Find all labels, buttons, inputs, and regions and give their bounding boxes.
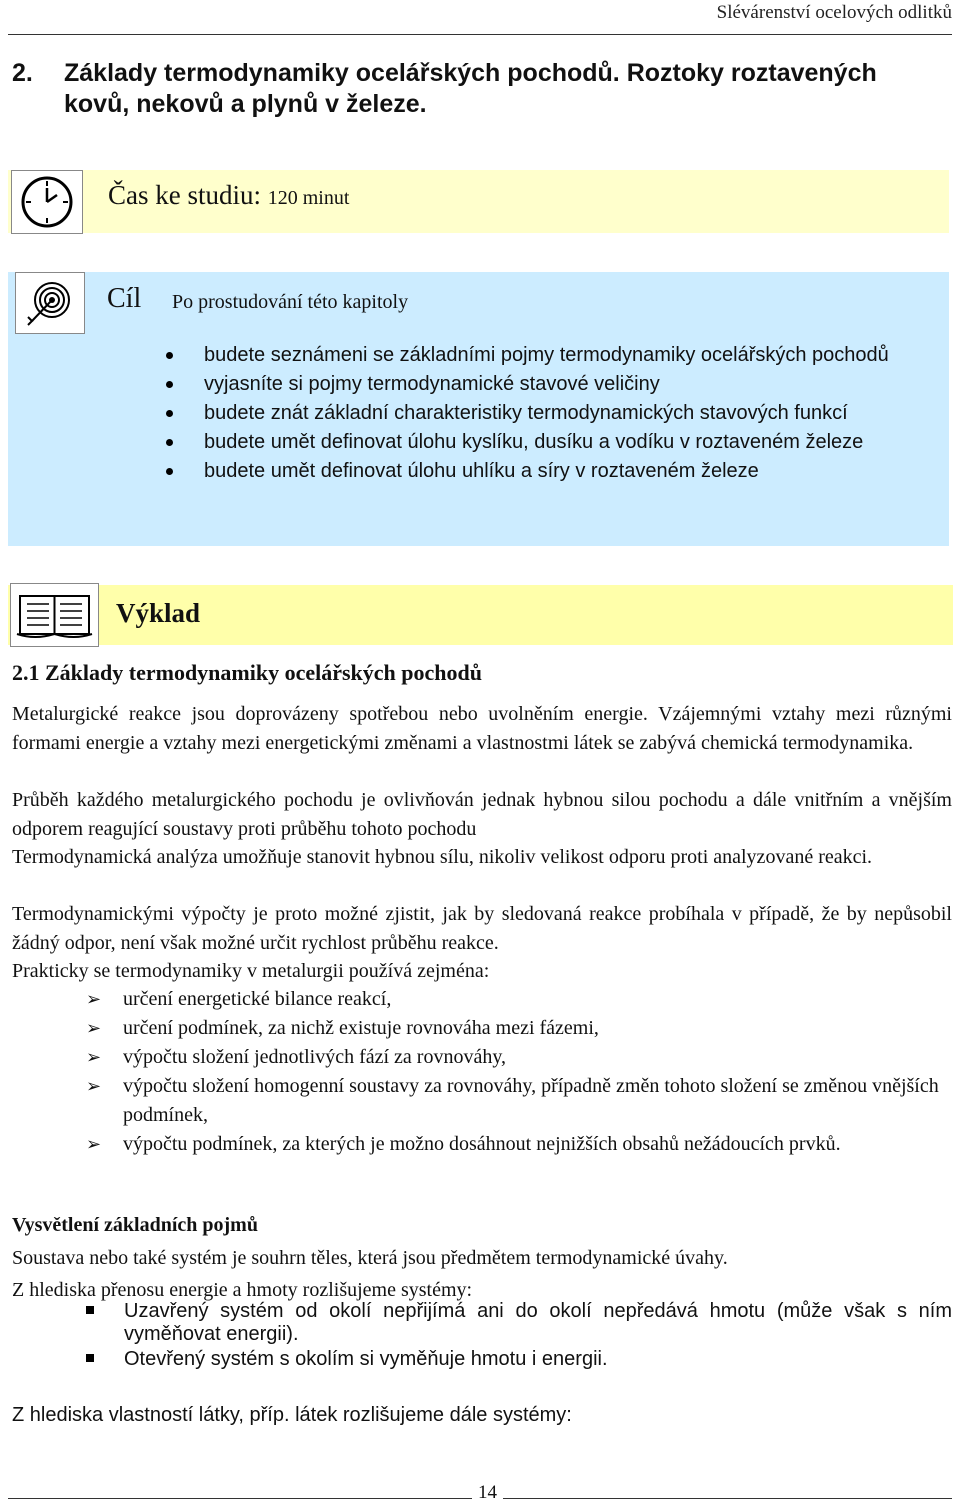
chapter-title-line2: kovů, nekovů a plynů v železe.: [64, 90, 427, 118]
study-time: [108, 180, 349, 211]
goal-item: budete znát základní charakteristiky termodynamických stavových funkcí: [162, 399, 922, 428]
running-header-title: Slévárenství ocelových odlitků: [716, 2, 952, 23]
chapter-number: 2.: [12, 59, 33, 87]
header-rule: [8, 34, 952, 35]
section-title: 2.1 Základy termodynamiky ocelářských pochodů: [12, 660, 482, 685]
study-time-value: 120 minut: [267, 187, 350, 209]
goal-item: budete seznámeni se základními pojmy termodynamiky ocelářských pochodů: [162, 341, 894, 370]
paragraph: Termodynamická analýza umožňuje stanovit hybnou sílu, nikoliv velikost odporu proti analyzované reakci.: [12, 846, 873, 868]
goal-item: budete umět definovat úlohu kyslíku, dusíku a vodíku v roztaveném železe: [162, 428, 904, 457]
clock-icon: [11, 170, 83, 234]
list-item: Uzavřený systém od okolí nepřijímá ani do okolí nepředává hmotu (může však s ním vyměňovat energii).: [86, 1300, 952, 1346]
basics-heading: Vysvětlení základních pojmů: [12, 1214, 258, 1236]
arrow-bullet-icon: ➢: [86, 989, 102, 1010]
list-item: ➢ výpočtu složení homogenní soustavy za rovnováhy, případně změn tohoto složení se změnou vnějších podmínek,: [86, 1072, 956, 1130]
open-book-icon: [10, 583, 99, 647]
properties-intro: Z hlediska vlastností látky, příp. látek rozlišujeme dále systémy:: [12, 1404, 572, 1426]
arrow-bullet-icon: ➢: [86, 1076, 102, 1097]
paragraph: Termodynamickými výpočty je proto možné zjistit, jak by sledovaná reakce probíhala v případě, že by nepůsobil žádný odpor, není však možné určit rychlost průběhu reakce.: [12, 903, 952, 954]
goal-item: vyjasníte si pojmy termodynamické stavové veličiny: [162, 370, 922, 399]
arrow-bullet-icon: ➢: [86, 1047, 102, 1068]
chapter-title-line1: Základy termodynamiky ocelářských pochodů. Roztoky roztavených: [64, 59, 877, 87]
list-item: ➢ určení podmínek, za nichž existuje rovnováha mezi fázemi,: [86, 1014, 956, 1043]
goal-item: budete umět definovat úlohu uhlíku a síry v roztaveném železe: [162, 457, 922, 486]
list-item: ➢ určení energetické bilance reakcí,: [86, 985, 956, 1014]
page-number: 14: [472, 1482, 503, 1504]
list-item: ➢ výpočtu podmínek, za kterých je možno dosáhnout nejnižších obsahů nežádoucích prvků.: [86, 1130, 956, 1159]
list-item: ➢ výpočtu složení jednotlivých fází za rovnováhy,: [86, 1043, 956, 1072]
arrow-bullet-icon: ➢: [86, 1018, 102, 1039]
goal-label: Cíl: [107, 283, 142, 314]
chapter-title: [12, 58, 942, 120]
paragraph: Metalurgické reakce jsou doprovázeny spotřebou nebo uvolněním energie. Vzájemnými vztahy mezi různými formami energie a vztahy mezi energetickými změnami a vlastnostmi látek se zabývá chemická termodynamika.: [12, 703, 952, 754]
uses-list: [86, 985, 956, 1159]
energy-intro: Z hlediska přenosu energie a hmoty rozlišujeme systémy:: [12, 1279, 473, 1301]
list-item: Otevřený systém s okolím si vyměňuje hmotu i energii.: [86, 1348, 952, 1371]
definition: Soustava nebo také systém je souhrn těles, která jsou předmětem termodynamické úvahy.: [12, 1247, 728, 1269]
target-icon: [15, 272, 85, 334]
paragraph: Průběh každého metalurgického pochodu je ovlivňován jednak hybnou silou pochodu a dále vnitřním a vnějším odporem reagující soustavy proti průběhu tohoto pochodu: [12, 789, 952, 840]
system-types-list: [86, 1300, 952, 1371]
arrow-bullet-icon: ➢: [86, 1134, 102, 1155]
study-time-label: Čas ke studiu:: [108, 180, 261, 210]
paragraph: Prakticky se termodynamiky v metalurgii používá zejména:: [12, 960, 490, 982]
goal-intro: Po prostudování této kapitoly: [172, 291, 409, 313]
vyklad-label: Výklad: [116, 598, 201, 628]
goal-list: [162, 341, 922, 486]
